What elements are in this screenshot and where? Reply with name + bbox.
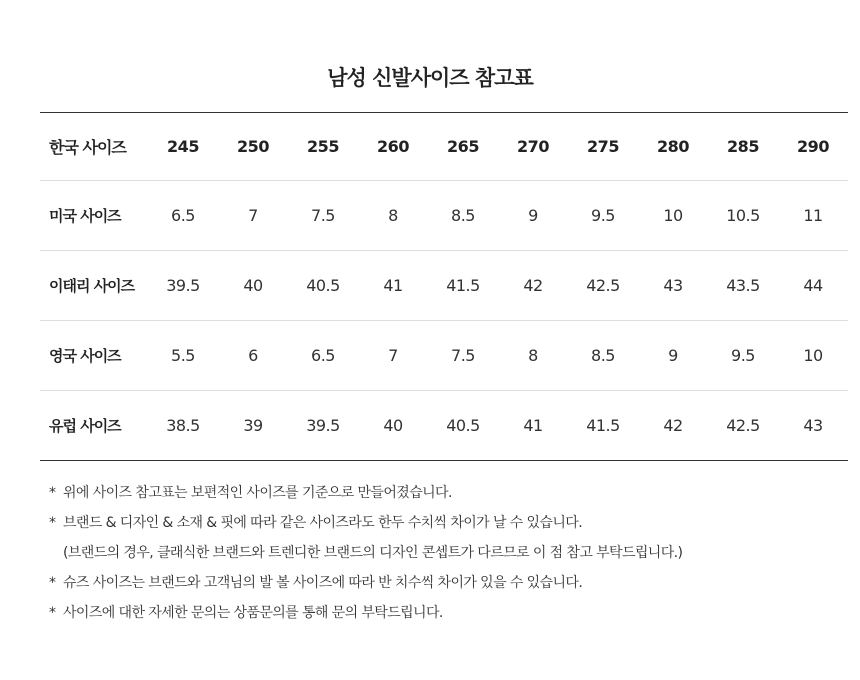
table-cell: 40.5 — [428, 391, 498, 461]
table-cell: 6.5 — [288, 321, 358, 391]
table-cell: 43 — [778, 391, 848, 461]
note-bullet: * — [49, 485, 56, 501]
table-cell: 8 — [358, 181, 428, 251]
table-cell: 250 — [237, 137, 269, 156]
table-cell: 5.5 — [148, 321, 218, 391]
table-cell: 7 — [218, 181, 288, 251]
table-cell: 9 — [638, 321, 708, 391]
table-cell: 9.5 — [568, 181, 638, 251]
table-cell: 40.5 — [288, 251, 358, 321]
table-cell: 39.5 — [148, 251, 218, 321]
note-text: (브랜드의 경우, 클래식한 브랜드와 트렌디한 브랜드의 디자인 콘셉트가 다르므로 이 점 참고 부탁드립니다.) — [63, 545, 683, 561]
table-cell: 9 — [498, 181, 568, 251]
size-table — [40, 112, 848, 461]
table-cell: 41.5 — [568, 391, 638, 461]
table-cell: 40 — [358, 391, 428, 461]
table-cell: 10.5 — [708, 181, 778, 251]
table-cell: 290 — [797, 137, 829, 156]
table-cell: 280 — [657, 137, 689, 156]
note-item — [49, 512, 839, 542]
table-row-italy — [40, 251, 848, 321]
note-bullet: * — [49, 515, 56, 531]
row-label: 한국 사이즈 — [49, 138, 126, 157]
table-cell: 285 — [727, 137, 759, 156]
table-cell: 245 — [167, 137, 199, 156]
table-cell: 8.5 — [428, 181, 498, 251]
note-item — [49, 482, 839, 512]
table-cell: 8.5 — [568, 321, 638, 391]
table-cell: 265 — [447, 137, 479, 156]
notes-list — [49, 482, 839, 632]
table-cell: 38.5 — [148, 391, 218, 461]
table-cell: 275 — [587, 137, 619, 156]
note-bullet: * — [49, 575, 56, 591]
table-cell: 40 — [218, 251, 288, 321]
note-text: 슈즈 사이즈는 브랜드와 고객님의 발 볼 사이즈에 따라 반 치수씩 차이가 있을 수 있습니다. — [63, 575, 583, 591]
table-cell: 41 — [358, 251, 428, 321]
table-cell: 10 — [638, 181, 708, 251]
table-cell: 255 — [307, 137, 339, 156]
table-cell: 41.5 — [428, 251, 498, 321]
note-item — [49, 602, 839, 632]
table-cell: 7.5 — [428, 321, 498, 391]
table-cell: 42.5 — [708, 391, 778, 461]
row-label: 미국 사이즈 — [40, 181, 148, 251]
note-bullet: * — [49, 605, 56, 621]
table-cell: 11 — [778, 181, 848, 251]
table-row-korea — [40, 113, 848, 181]
table-cell: 42 — [498, 251, 568, 321]
row-label: 영국 사이즈 — [40, 321, 148, 391]
table-cell: 270 — [517, 137, 549, 156]
table-row-uk — [40, 321, 848, 391]
row-label: 이태리 사이즈 — [40, 251, 148, 321]
table-row-us — [40, 181, 848, 251]
table-cell: 44 — [778, 251, 848, 321]
table-cell: 10 — [778, 321, 848, 391]
table-cell: 8 — [498, 321, 568, 391]
table-cell: 6 — [218, 321, 288, 391]
note-text: 사이즈에 대한 자세한 문의는 상품문의를 통해 문의 부탁드립니다. — [63, 605, 443, 621]
table-cell: 42.5 — [568, 251, 638, 321]
table-cell: 7 — [358, 321, 428, 391]
note-text: 위에 사이즈 참고표는 보편적인 사이즈를 기준으로 만들어졌습니다. — [63, 485, 452, 501]
table-cell: 42 — [638, 391, 708, 461]
table-cell: 41 — [498, 391, 568, 461]
table-cell: 43.5 — [708, 251, 778, 321]
table-cell: 39 — [218, 391, 288, 461]
note-item-sub — [49, 542, 839, 572]
table-cell: 6.5 — [148, 181, 218, 251]
table-cell: 39.5 — [288, 391, 358, 461]
size-table-body — [40, 113, 848, 461]
page-title: 남성 신발사이즈 참고표 — [327, 66, 533, 90]
row-label: 유럽 사이즈 — [40, 391, 148, 461]
table-cell: 9.5 — [708, 321, 778, 391]
table-cell: 7.5 — [288, 181, 358, 251]
note-item — [49, 572, 839, 602]
note-text: 브랜드 & 디자인 & 소재 & 핏에 따라 같은 사이즈라도 한두 수치씩 차이가 날 수 있습니다. — [63, 515, 583, 531]
table-cell: 43 — [638, 251, 708, 321]
table-cell: 260 — [377, 137, 409, 156]
table-row-europe — [40, 391, 848, 461]
